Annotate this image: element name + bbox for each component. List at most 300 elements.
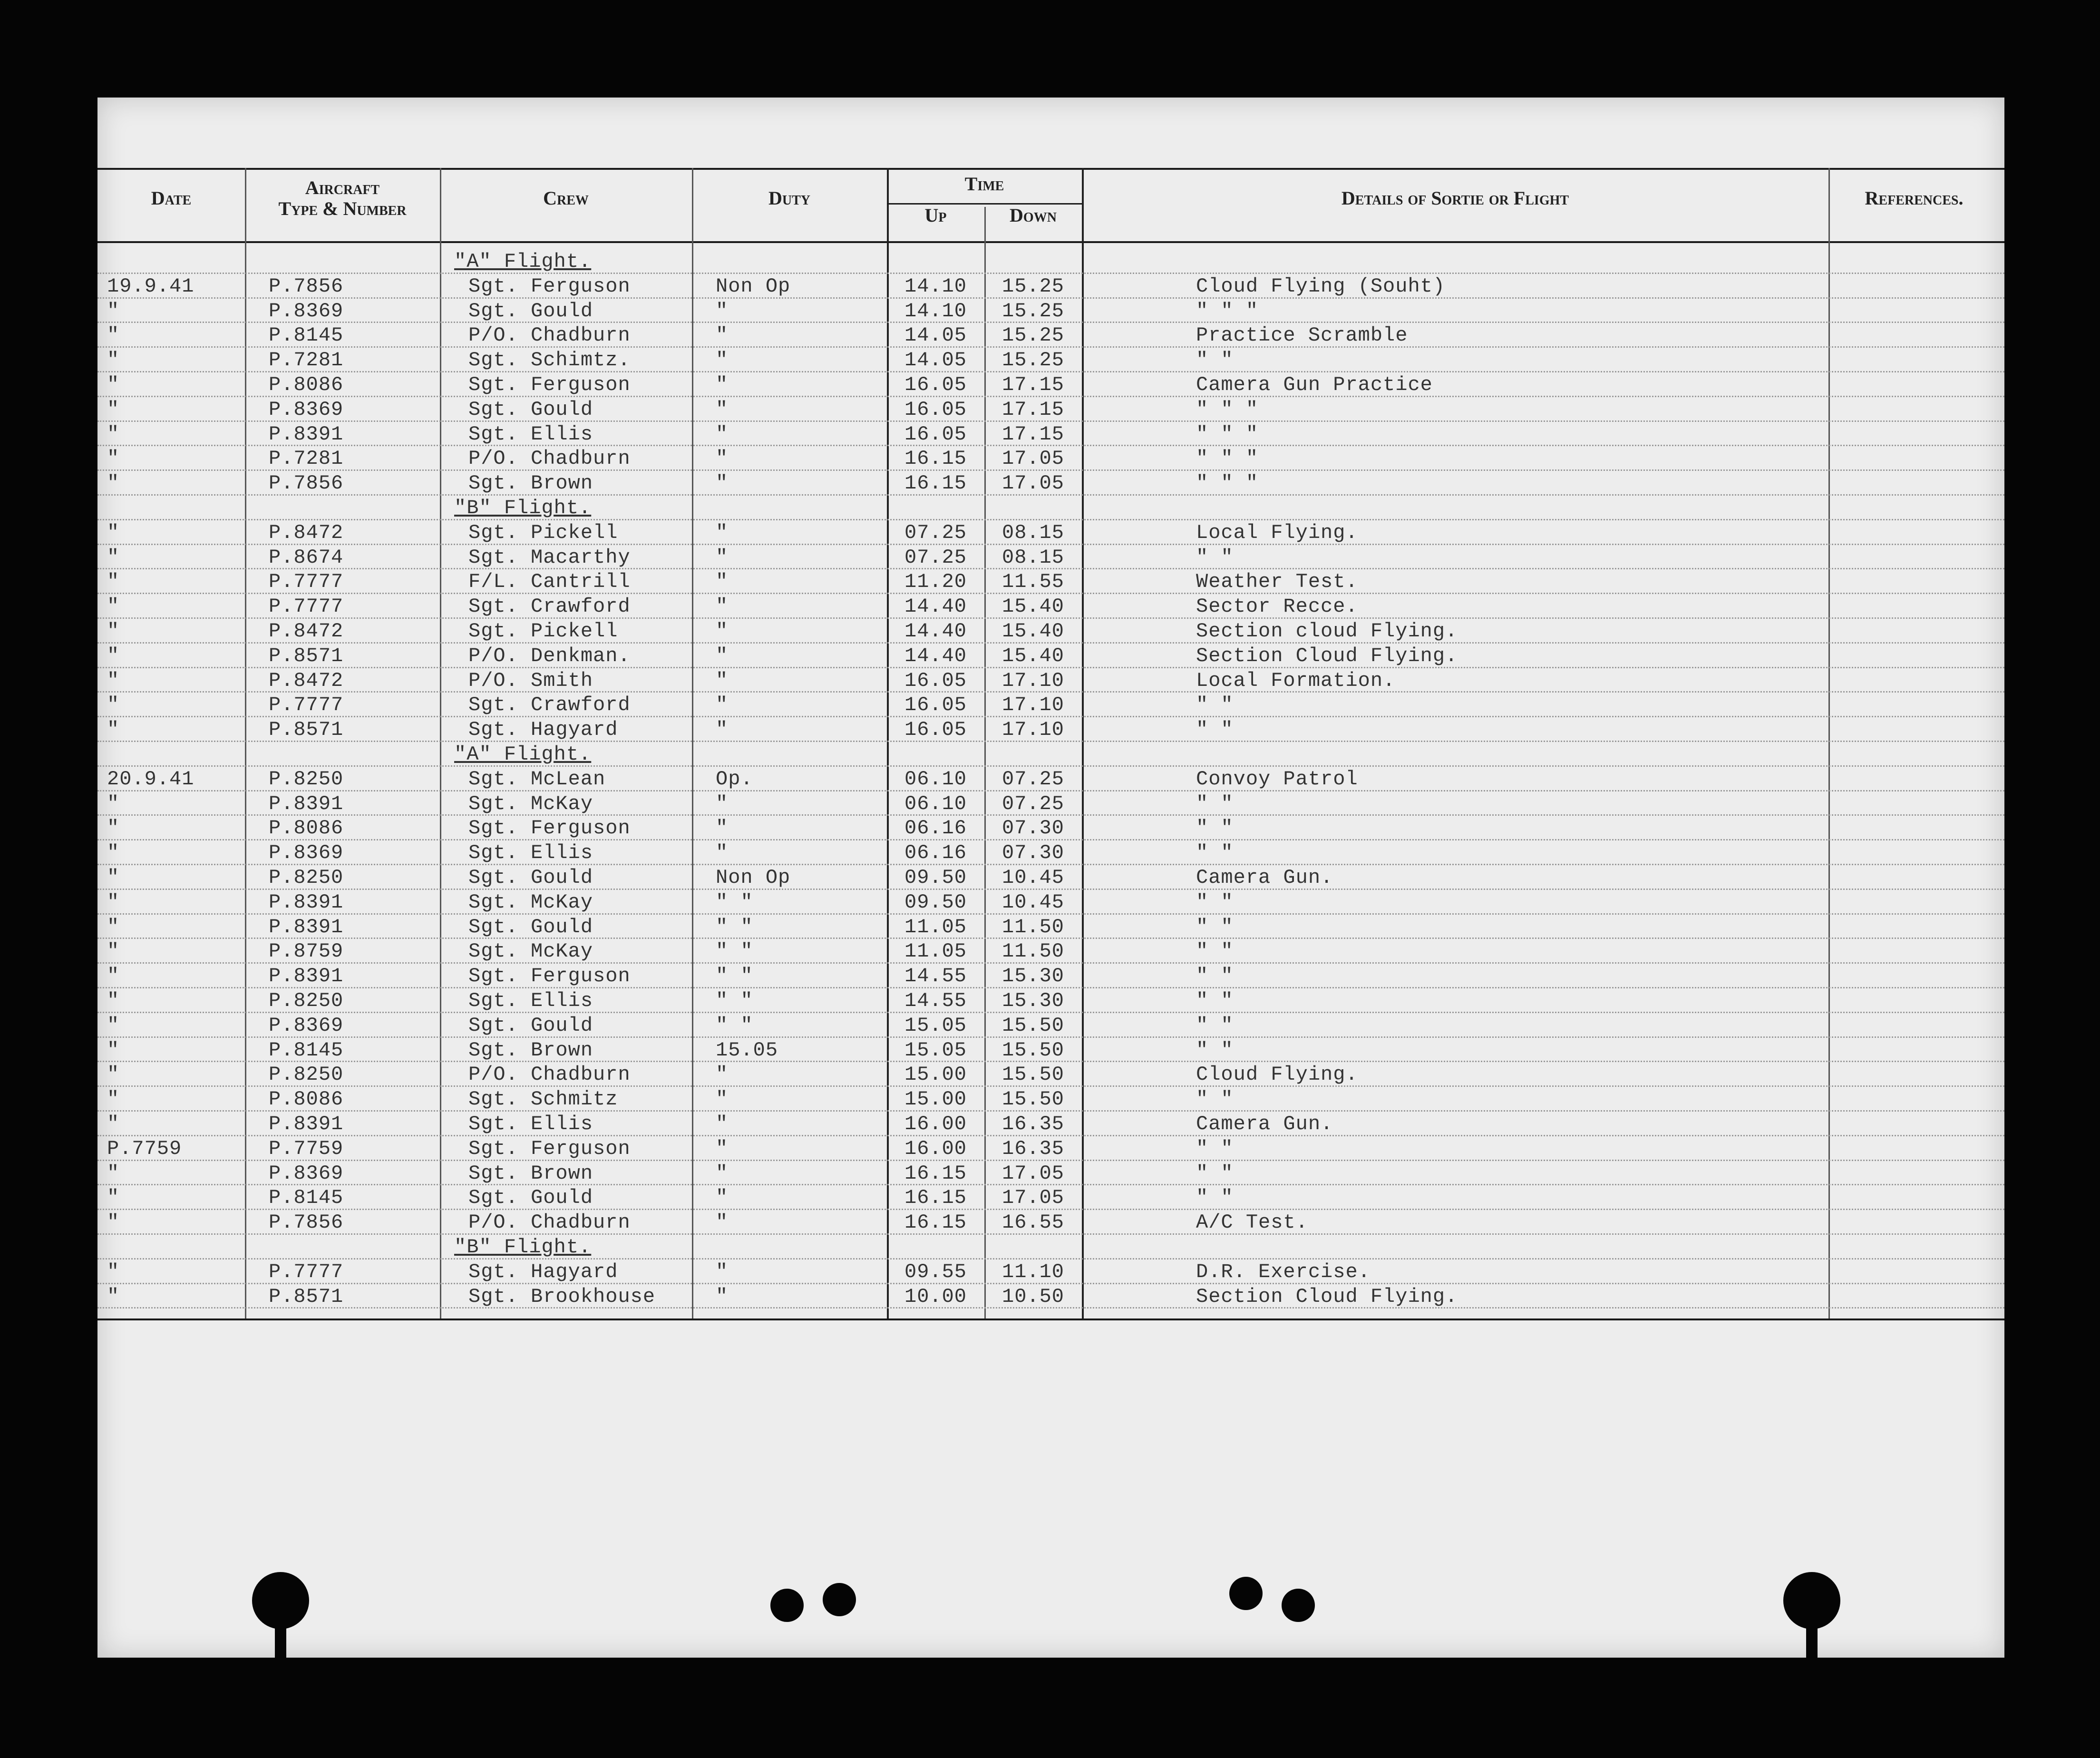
crew-cell: Sgt. Hagyard: [468, 718, 618, 742]
date-cell: ": [107, 349, 120, 372]
crew-cell: Sgt. Ellis: [468, 422, 593, 446]
row-rule: [97, 322, 2004, 323]
crew-cell: Sgt. Ferguson: [468, 965, 631, 988]
header-bottom-rule: [97, 241, 2004, 243]
duty-cell: Op.: [716, 767, 753, 791]
up-cell: 09.55: [904, 1260, 967, 1283]
date-cell: ": [107, 1038, 120, 1062]
date-cell: ": [107, 669, 120, 692]
aircraft-cell: P.8145: [269, 324, 344, 347]
row-rule: [97, 1061, 2004, 1062]
row-rule: [97, 1283, 2004, 1284]
row-rule: [97, 445, 2004, 446]
flight-heading: "B" Flight.: [454, 1236, 592, 1259]
details-cell: " ": [1196, 792, 1234, 815]
duty-cell: ": [716, 299, 729, 322]
details-cell: Section Cloud Flying.: [1196, 1285, 1458, 1308]
duty-cell: ": [716, 841, 729, 865]
column-rule: [1082, 168, 1084, 1318]
date-cell: ": [107, 1211, 120, 1234]
crew-cell: Sgt. Ellis: [468, 1113, 593, 1135]
duty-cell: " ": [716, 989, 753, 1012]
date-cell: ": [107, 1014, 120, 1037]
aircraft-cell: P.7856: [269, 472, 344, 495]
date-cell: ": [107, 1063, 120, 1086]
details-cell: " ": [1196, 693, 1234, 717]
crew-cell: Sgt. Ferguson: [468, 373, 631, 396]
aircraft-cell: P.7777: [269, 595, 344, 618]
duty-cell: ": [716, 792, 729, 815]
row-rule: [97, 544, 2004, 545]
up-cell: 16.00: [904, 1113, 967, 1135]
crew-cell: P/O. Chadburn: [468, 324, 631, 347]
row-rule: [97, 1307, 2004, 1309]
down-cell: 17.10: [1001, 669, 1065, 692]
details-cell: Weather Test.: [1196, 570, 1358, 594]
up-cell: 14.40: [904, 644, 967, 667]
crew-cell: P/O. Chadburn: [468, 1211, 631, 1234]
row-rule: [97, 469, 2004, 471]
down-header: Down: [1010, 205, 1057, 226]
crew-cell: Sgt. Pickell: [468, 521, 618, 544]
date-cell: ": [107, 373, 120, 396]
crew-cell: Sgt. Crawford: [468, 693, 631, 717]
duty-cell: ": [716, 595, 729, 618]
duty-cell: ": [716, 1137, 729, 1160]
row-rule: [97, 1184, 2004, 1185]
aircraft-cell: P.8369: [269, 398, 344, 421]
date-cell: ": [107, 324, 120, 347]
duty-cell: ": [716, 447, 729, 470]
date-cell: ": [107, 1162, 120, 1185]
date-header: Date: [151, 187, 192, 209]
aircraft-cell: P.8250: [269, 866, 344, 889]
date-cell: ": [107, 299, 120, 322]
up-cell: 16.15: [904, 1162, 967, 1185]
row-rule: [97, 346, 2004, 348]
aircraft-cell: P.8391: [269, 422, 344, 446]
crew-cell: Sgt. Gould: [468, 1186, 593, 1210]
aircraft-cell: P.7281: [269, 447, 344, 470]
date-cell: ": [107, 620, 120, 643]
crew-cell: P/O. Chadburn: [468, 447, 631, 470]
aircraft-cell: P.8145: [269, 1038, 344, 1062]
up-cell: 15.05: [904, 1014, 967, 1037]
row-rule: [97, 1258, 2004, 1260]
duty-cell: ": [716, 521, 729, 544]
date-cell: ": [107, 472, 120, 495]
crew-cell: Sgt. Brown: [468, 472, 593, 495]
duty-cell: ": [716, 620, 729, 643]
up-cell: 16.05: [904, 422, 967, 446]
down-cell: 17.15: [1001, 373, 1065, 396]
duty-cell: ": [716, 1063, 729, 1086]
down-cell: 15.25: [1001, 324, 1065, 347]
row-rule: [97, 962, 2004, 964]
row-rule: [97, 1233, 2004, 1235]
date-cell: ": [107, 570, 120, 594]
aircraft-cell: P.8391: [269, 915, 344, 938]
row-rule: [97, 1036, 2004, 1038]
duty-cell: ": [716, 472, 729, 495]
aircraft-cell: P.8369: [269, 1014, 344, 1037]
aircraft-cell: P.8472: [269, 669, 344, 692]
up-cell: 16.05: [904, 669, 967, 692]
down-cell: 15.25: [1001, 274, 1065, 298]
details-cell: Local Formation.: [1196, 669, 1396, 692]
up-cell: 16.15: [904, 1186, 967, 1210]
down-cell: 08.15: [1001, 546, 1065, 569]
aircraft-cell: P.8369: [269, 299, 344, 322]
down-cell: 07.25: [1001, 792, 1065, 815]
down-cell: 11.50: [1001, 915, 1065, 938]
crew-cell: Sgt. Hagyard: [468, 1260, 618, 1283]
details-cell: Sector Recce.: [1196, 595, 1358, 618]
date-cell: ": [107, 792, 120, 815]
crew-cell: Sgt. Macarthy: [468, 546, 631, 569]
crew-cell: Sgt. Schmitz: [468, 1088, 618, 1111]
up-cell: 16.15: [904, 447, 967, 470]
down-cell: 17.05: [1001, 447, 1065, 470]
aircraft-cell: P.8145: [269, 1186, 344, 1210]
up-cell: 16.05: [904, 373, 967, 396]
row-rule: [97, 691, 2004, 693]
date-cell: ": [107, 1285, 120, 1308]
details-cell: " ": [1196, 1088, 1234, 1111]
date-cell: ": [107, 422, 120, 446]
details-cell: " ": [1196, 1137, 1234, 1160]
up-cell: 15.00: [904, 1088, 967, 1111]
aircraft-cell: P.8250: [269, 1063, 344, 1086]
duty-cell: ": [716, 718, 729, 742]
row-rule: [97, 765, 2004, 767]
up-cell: 07.25: [904, 546, 967, 569]
details-cell: " " ": [1196, 398, 1259, 421]
up-cell: 06.10: [904, 767, 967, 791]
time-header: Time: [964, 173, 1004, 195]
duty-cell: " ": [716, 915, 753, 938]
duty-cell: " ": [716, 1014, 753, 1037]
details-cell: " ": [1196, 1186, 1234, 1210]
down-cell: 15.50: [1001, 1038, 1065, 1062]
date-cell: ": [107, 817, 120, 840]
down-cell: 16.35: [1001, 1137, 1065, 1160]
aircraft-cell: P.8369: [269, 841, 344, 865]
date-cell: ": [107, 521, 120, 544]
aircraft-cell: P.7777: [269, 1260, 344, 1283]
punch-hole-slot: [275, 1617, 286, 1660]
details-cell: " " ": [1196, 472, 1259, 495]
duty-cell: ": [716, 546, 729, 569]
down-cell: 17.05: [1001, 1186, 1065, 1210]
date-cell: ": [107, 398, 120, 421]
row-rule: [97, 371, 2004, 372]
header-top-rule: [97, 168, 2004, 170]
date-cell: ": [107, 1186, 120, 1210]
up-cell: 16.15: [904, 1211, 967, 1234]
row-rule: [97, 568, 2004, 569]
row-rule: [97, 839, 2004, 840]
duty-cell: " ": [716, 890, 753, 914]
crew-cell: Sgt. Brown: [468, 1162, 593, 1185]
details-cell: " ": [1196, 965, 1234, 988]
up-cell: 14.05: [904, 324, 967, 347]
details-cell: " ": [1196, 718, 1234, 742]
duty-cell: ": [716, 817, 729, 840]
up-cell: 09.50: [904, 866, 967, 889]
details-header: Details of Sortie or Flight: [1341, 187, 1569, 209]
duty-cell: ": [716, 324, 729, 347]
date-cell: ": [107, 940, 120, 963]
log-sheet: [97, 98, 2004, 1658]
aircraft-cell: P.8086: [269, 817, 344, 840]
up-cell: 14.55: [904, 989, 967, 1012]
date-cell: ": [107, 890, 120, 914]
crew-cell: Sgt. Ellis: [468, 989, 593, 1012]
punch-hole: [1229, 1577, 1263, 1610]
row-rule: [97, 938, 2004, 939]
row-rule: [97, 494, 2004, 496]
row-rule: [97, 396, 2004, 397]
details-cell: A/C Test.: [1196, 1211, 1308, 1234]
duty-cell: ": [716, 1260, 729, 1283]
down-cell: 15.50: [1001, 1014, 1065, 1037]
duty-cell: " ": [716, 965, 753, 988]
aircraft-header-line1: Aircraft: [305, 177, 380, 198]
date-cell: 20.9.41: [107, 767, 194, 791]
flight-heading: "B" Flight.: [454, 497, 592, 519]
date-cell: ": [107, 915, 120, 938]
duty-cell: ": [716, 693, 729, 717]
up-header: Up: [924, 205, 947, 226]
down-cell: 17.10: [1001, 693, 1065, 717]
crew-cell: Sgt. Gould: [468, 398, 593, 421]
duty-cell: ": [716, 398, 729, 421]
row-rule: [97, 814, 2004, 816]
down-cell: 10.50: [1001, 1285, 1065, 1308]
details-cell: " ": [1196, 1162, 1234, 1185]
flight-heading: "A" Flight.: [454, 250, 592, 273]
aircraft-cell: P.8391: [269, 965, 344, 988]
down-cell: 17.05: [1001, 472, 1065, 495]
aircraft-cell: P.8391: [269, 792, 344, 815]
row-rule: [97, 987, 2004, 988]
up-cell: 16.15: [904, 472, 967, 495]
details-cell: " ": [1196, 841, 1234, 865]
aircraft-cell: P.8391: [269, 890, 344, 914]
duty-cell: ": [716, 1088, 729, 1111]
date-cell: ": [107, 1113, 120, 1135]
down-cell: 15.50: [1001, 1088, 1065, 1111]
row-rule: [97, 741, 2004, 742]
duty-cell: ": [716, 349, 729, 372]
aircraft-cell: P.8674: [269, 546, 344, 569]
crew-cell: Sgt. Ferguson: [468, 1137, 631, 1160]
crew-cell: Sgt. Brookhouse: [468, 1285, 656, 1308]
aircraft-cell: P.8571: [269, 644, 344, 667]
aircraft-cell: P.8086: [269, 373, 344, 396]
date-cell: ": [107, 965, 120, 988]
down-cell: 15.40: [1001, 595, 1065, 618]
up-cell: 11.20: [904, 570, 967, 594]
crew-cell: Sgt. Crawford: [468, 595, 631, 618]
duty-cell: ": [716, 1285, 729, 1308]
down-cell: 17.10: [1001, 718, 1065, 742]
duty-cell: Non Op: [716, 274, 791, 298]
row-rule: [97, 1135, 2004, 1136]
details-cell: Camera Gun Practice: [1196, 373, 1433, 396]
flight-heading: "A" Flight.: [454, 743, 592, 766]
duty-cell: ": [716, 1162, 729, 1185]
details-cell: " ": [1196, 940, 1234, 963]
up-cell: 14.10: [904, 274, 967, 298]
up-cell: 14.10: [904, 299, 967, 322]
down-cell: 07.25: [1001, 767, 1065, 791]
down-cell: 10.45: [1001, 890, 1065, 914]
row-rule: [97, 297, 2004, 299]
aircraft-cell: P.7281: [269, 349, 344, 372]
up-cell: 16.05: [904, 693, 967, 717]
row-rule: [97, 420, 2004, 422]
row-rule: [97, 642, 2004, 644]
down-cell: 17.05: [1001, 1162, 1065, 1185]
row-rule: [97, 593, 2004, 594]
crew-cell: Sgt. Schimtz.: [468, 349, 631, 372]
details-cell: " ": [1196, 349, 1234, 372]
aircraft-cell: P.7777: [269, 570, 344, 594]
up-cell: 16.05: [904, 398, 967, 421]
punch-hole: [770, 1589, 804, 1622]
crew-cell: Sgt. Ferguson: [468, 817, 631, 840]
row-rule: [97, 790, 2004, 791]
row-rule: [97, 1160, 2004, 1161]
date-cell: 19.9.41: [107, 274, 194, 298]
up-cell: 11.05: [904, 940, 967, 963]
down-cell: 07.30: [1001, 817, 1065, 840]
crew-cell: Sgt. Gould: [468, 915, 593, 938]
up-cell: 07.25: [904, 521, 967, 544]
crew-cell: Sgt. McKay: [468, 890, 593, 914]
up-cell: 09.50: [904, 890, 967, 914]
row-rule: [97, 273, 2004, 274]
up-cell: 06.16: [904, 841, 967, 865]
column-rule: [1828, 168, 1830, 1318]
date-cell: P.7759: [107, 1137, 182, 1160]
up-cell: 16.05: [904, 718, 967, 742]
details-cell: Cloud Flying (Souht): [1196, 274, 1446, 298]
details-cell: Local Flying.: [1196, 521, 1358, 544]
crew-cell: Sgt. McLean: [468, 767, 606, 791]
crew-header: Crew: [543, 187, 589, 209]
row-rule: [97, 716, 2004, 717]
row-rule: [97, 1209, 2004, 1210]
date-cell: ": [107, 841, 120, 865]
aircraft-cell: P.8391: [269, 1113, 344, 1135]
duty-cell: " ": [716, 940, 753, 963]
aircraft-cell: P.8369: [269, 1162, 344, 1185]
crew-cell: F/L. Cantrill: [468, 570, 631, 594]
row-rule: [97, 1012, 2004, 1013]
details-cell: Camera Gun.: [1196, 1113, 1333, 1135]
up-cell: 14.55: [904, 965, 967, 988]
duty-cell: ": [716, 1211, 729, 1234]
row-rule: [97, 913, 2004, 915]
down-cell: 15.30: [1001, 965, 1065, 988]
details-cell: " " ": [1196, 447, 1259, 470]
details-cell: Cloud Flying.: [1196, 1063, 1358, 1086]
row-rule: [97, 667, 2004, 668]
up-cell: 10.00: [904, 1285, 967, 1308]
aircraft-cell: P.7856: [269, 1211, 344, 1234]
punch-hole: [1282, 1589, 1315, 1622]
aircraft-cell: P.8250: [269, 989, 344, 1012]
details-cell: " " ": [1196, 299, 1259, 322]
crew-cell: Sgt. Ellis: [468, 841, 593, 865]
aircraft-header-line2: Type & Number: [278, 198, 407, 219]
duty-cell: ": [716, 1186, 729, 1210]
details-cell: " ": [1196, 817, 1234, 840]
crew-cell: Sgt. Pickell: [468, 620, 618, 643]
duty-cell: ": [716, 1113, 729, 1135]
details-cell: Section cloud Flying.: [1196, 620, 1458, 643]
date-cell: ": [107, 693, 120, 717]
duty-cell: ": [716, 422, 729, 446]
date-cell: ": [107, 1260, 120, 1283]
date-cell: ": [107, 1088, 120, 1111]
crew-cell: Sgt. Ferguson: [468, 274, 631, 298]
aircraft-cell: P.7777: [269, 693, 344, 717]
down-cell: 15.40: [1001, 620, 1065, 643]
down-cell: 08.15: [1001, 521, 1065, 544]
details-cell: D.R. Exercise.: [1196, 1260, 1371, 1283]
aircraft-cell: P.8086: [269, 1088, 344, 1111]
aircraft-cell: P.7856: [269, 274, 344, 298]
date-cell: ": [107, 595, 120, 618]
up-cell: 14.40: [904, 595, 967, 618]
down-cell: 10.45: [1001, 866, 1065, 889]
row-rule: [97, 1085, 2004, 1087]
aircraft-cell: P.8571: [269, 718, 344, 742]
column-rule: [245, 168, 246, 1318]
crew-cell: Sgt. Gould: [468, 299, 593, 322]
references-header: References.: [1865, 187, 1964, 209]
details-cell: " " ": [1196, 422, 1259, 446]
down-cell: 16.55: [1001, 1211, 1065, 1234]
up-cell: 16.00: [904, 1137, 967, 1160]
down-cell: 15.25: [1001, 299, 1065, 322]
row-rule: [97, 889, 2004, 890]
details-cell: " ": [1196, 1038, 1234, 1062]
details-cell: " ": [1196, 890, 1234, 914]
down-cell: 07.30: [1001, 841, 1065, 865]
aircraft-cell: P.8472: [269, 620, 344, 643]
down-cell: 15.30: [1001, 989, 1065, 1012]
details-cell: Camera Gun.: [1196, 866, 1333, 889]
crew-cell: P/O. Chadburn: [468, 1063, 631, 1086]
down-cell: 15.25: [1001, 349, 1065, 372]
up-cell: 11.05: [904, 915, 967, 938]
down-cell: 15.40: [1001, 644, 1065, 667]
down-cell: 17.15: [1001, 398, 1065, 421]
crew-cell: Sgt. Gould: [468, 866, 593, 889]
crew-cell: Sgt. McKay: [468, 940, 593, 963]
date-cell: ": [107, 447, 120, 470]
down-cell: 16.35: [1001, 1113, 1065, 1135]
aircraft-cell: P.7759: [269, 1137, 344, 1160]
crew-cell: P/O. Denkman.: [468, 644, 631, 667]
up-cell: 15.05: [904, 1038, 967, 1062]
duty-cell: ": [716, 373, 729, 396]
